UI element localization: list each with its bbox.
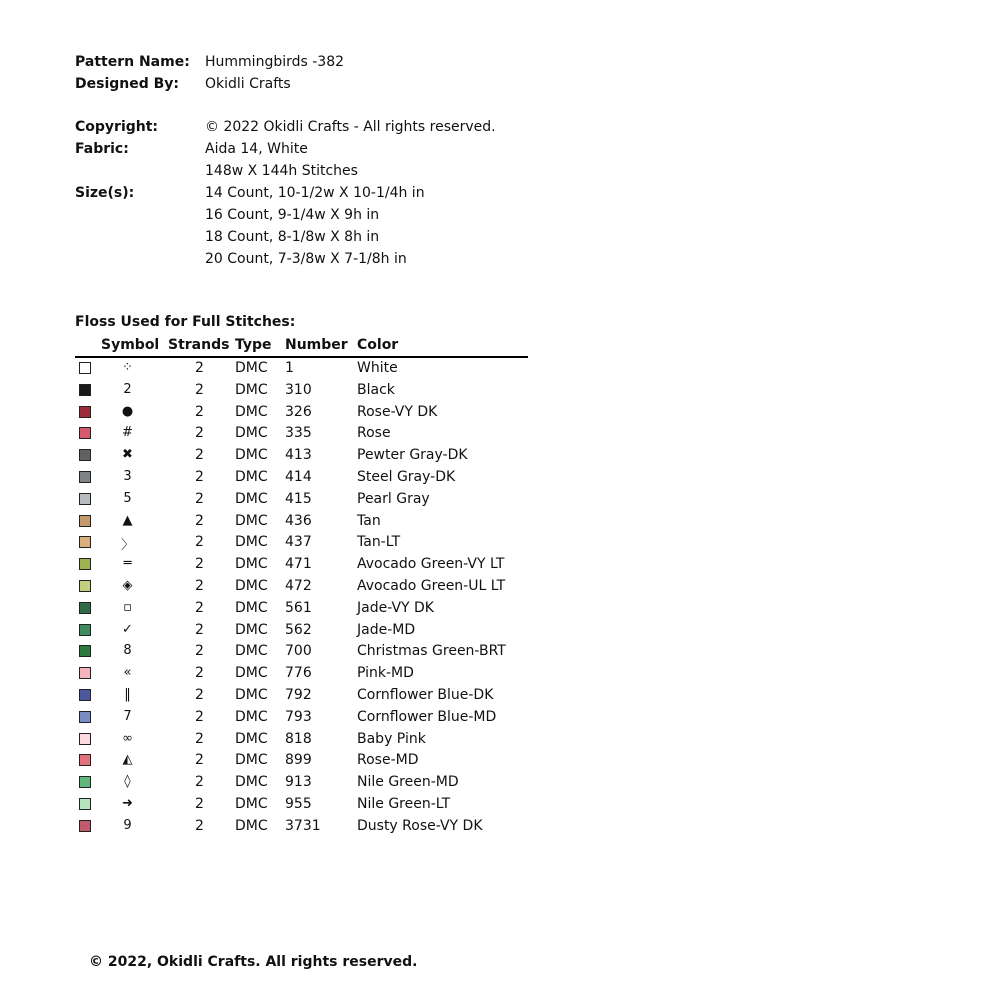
floss-type: DMC bbox=[235, 686, 268, 703]
color-swatch bbox=[79, 602, 91, 614]
header-color: Color bbox=[357, 337, 399, 353]
floss-color-name: Cornflower Blue-MD bbox=[357, 708, 497, 725]
floss-color-name: Christmas Green-BRT bbox=[357, 643, 506, 660]
floss-strands: 2 bbox=[195, 665, 204, 682]
designer-label: Designed By: bbox=[75, 76, 180, 92]
floss-symbol: 7 bbox=[123, 708, 132, 724]
color-swatch bbox=[79, 645, 91, 657]
floss-number: 414 bbox=[285, 468, 312, 485]
color-swatch bbox=[79, 558, 91, 570]
floss-color-name: Nile Green-LT bbox=[357, 795, 451, 812]
floss-symbol: « bbox=[123, 665, 132, 681]
floss-number: 561 bbox=[285, 599, 312, 616]
floss-number: 437 bbox=[285, 534, 312, 551]
floss-color-name: Avocado Green-VY LT bbox=[357, 556, 505, 573]
floss-strands: 2 bbox=[195, 774, 204, 791]
floss-row bbox=[75, 641, 528, 663]
floss-symbol: 5 bbox=[123, 490, 132, 506]
fabric-label: Fabric: bbox=[75, 141, 129, 157]
floss-number: 899 bbox=[285, 752, 312, 769]
floss-color-name: Black bbox=[357, 381, 395, 398]
floss-symbol: ∞ bbox=[122, 730, 133, 746]
color-swatch bbox=[79, 536, 91, 548]
floss-number: 1 bbox=[285, 360, 294, 376]
floss-color-name: Avocado Green-UL LT bbox=[357, 577, 506, 594]
color-swatch bbox=[79, 580, 91, 592]
header-type: Type bbox=[235, 337, 272, 353]
floss-row bbox=[75, 511, 528, 533]
floss-number: 776 bbox=[285, 665, 312, 682]
floss-type: DMC bbox=[235, 708, 268, 725]
floss-strands: 2 bbox=[195, 730, 204, 747]
floss-symbol: ‖ bbox=[124, 686, 131, 702]
floss-number: 792 bbox=[285, 686, 312, 703]
color-swatch bbox=[79, 406, 91, 418]
floss-number: 415 bbox=[285, 490, 312, 507]
color-swatch bbox=[79, 689, 91, 701]
floss-color-name: Tan-LT bbox=[357, 534, 401, 551]
floss-color-name: Dusty Rose-VY DK bbox=[357, 817, 483, 834]
floss-row bbox=[75, 707, 528, 729]
size-line: 20 Count, 7-3/8w X 7-1/8h in bbox=[205, 251, 407, 267]
floss-color-name: White bbox=[357, 360, 398, 376]
color-swatch bbox=[79, 471, 91, 483]
color-swatch bbox=[79, 515, 91, 527]
floss-strands: 2 bbox=[195, 490, 204, 507]
floss-number: 472 bbox=[285, 577, 312, 594]
floss-color-name: Rose bbox=[357, 425, 391, 442]
pattern-name-label: Pattern Name: bbox=[75, 54, 190, 70]
header-strands: Strands bbox=[168, 337, 230, 353]
floss-row bbox=[75, 358, 528, 380]
floss-row bbox=[75, 598, 528, 620]
floss-type: DMC bbox=[235, 774, 268, 791]
floss-row bbox=[75, 729, 528, 751]
floss-type: DMC bbox=[235, 817, 268, 834]
color-swatch bbox=[79, 776, 91, 788]
floss-row bbox=[75, 663, 528, 685]
floss-row bbox=[75, 532, 528, 554]
floss-type: DMC bbox=[235, 643, 268, 660]
floss-type: DMC bbox=[235, 795, 268, 812]
color-swatch bbox=[79, 493, 91, 505]
floss-strands: 2 bbox=[195, 403, 204, 420]
floss-row bbox=[75, 576, 528, 598]
floss-type: DMC bbox=[235, 665, 268, 682]
floss-row bbox=[75, 554, 528, 576]
floss-row bbox=[75, 489, 528, 511]
floss-number: 310 bbox=[285, 381, 312, 398]
floss-strands: 2 bbox=[195, 556, 204, 573]
floss-symbol: ◈ bbox=[122, 577, 133, 593]
floss-symbol: ✖ bbox=[122, 447, 133, 463]
floss-strands: 2 bbox=[195, 512, 204, 529]
floss-table bbox=[75, 358, 528, 838]
floss-strands: 2 bbox=[195, 752, 204, 769]
floss-color-name: Rose-MD bbox=[357, 752, 419, 769]
floss-type: DMC bbox=[235, 556, 268, 573]
floss-number: 955 bbox=[285, 795, 312, 812]
floss-row bbox=[75, 685, 528, 707]
floss-row bbox=[75, 380, 528, 402]
floss-number: 413 bbox=[285, 447, 312, 464]
floss-symbol: ◊ bbox=[124, 774, 131, 790]
floss-number: 562 bbox=[285, 621, 312, 638]
color-swatch bbox=[79, 754, 91, 766]
floss-symbol: ◭ bbox=[122, 752, 133, 768]
floss-number: 335 bbox=[285, 425, 312, 442]
floss-type: DMC bbox=[235, 381, 268, 398]
floss-color-name: Pearl Gray bbox=[357, 490, 430, 507]
floss-strands: 2 bbox=[195, 447, 204, 464]
floss-strands: 2 bbox=[195, 360, 204, 376]
floss-number: 3731 bbox=[285, 817, 321, 834]
floss-row bbox=[75, 750, 528, 772]
floss-strands: 2 bbox=[195, 795, 204, 812]
size-line: 16 Count, 9-1/4w X 9h in bbox=[205, 207, 380, 223]
floss-title: Floss Used for Full Stitches: bbox=[75, 314, 296, 330]
floss-type: DMC bbox=[235, 468, 268, 485]
floss-symbol: ➜ bbox=[122, 795, 133, 811]
floss-color-name: Pink-MD bbox=[357, 665, 414, 682]
floss-number: 818 bbox=[285, 730, 312, 747]
fabric-value: Aida 14, White bbox=[205, 141, 308, 157]
floss-strands: 2 bbox=[195, 817, 204, 834]
floss-color-name: Steel Gray-DK bbox=[357, 468, 456, 485]
floss-number: 700 bbox=[285, 643, 312, 660]
floss-row bbox=[75, 816, 528, 838]
floss-row bbox=[75, 467, 528, 489]
stitches-value: 148w X 144h Stitches bbox=[205, 163, 358, 179]
header-symbol: Symbol bbox=[101, 337, 160, 353]
floss-type: DMC bbox=[235, 752, 268, 769]
floss-strands: 2 bbox=[195, 643, 204, 660]
floss-row bbox=[75, 445, 528, 467]
floss-table-header bbox=[75, 336, 528, 358]
floss-type: DMC bbox=[235, 512, 268, 529]
floss-symbol: ▲ bbox=[122, 512, 133, 528]
floss-color-name: Pewter Gray-DK bbox=[357, 447, 468, 464]
floss-symbol: # bbox=[122, 425, 133, 441]
size-line: 18 Count, 8-1/8w X 8h in bbox=[205, 229, 380, 245]
floss-number: 436 bbox=[285, 512, 312, 529]
floss-row bbox=[75, 423, 528, 445]
floss-symbol: ✓ bbox=[122, 621, 133, 637]
floss-strands: 2 bbox=[195, 686, 204, 703]
floss-type: DMC bbox=[235, 360, 268, 376]
color-swatch bbox=[79, 820, 91, 832]
floss-color-name: Jade-MD bbox=[357, 621, 416, 638]
color-swatch bbox=[79, 624, 91, 636]
floss-symbol: 2 bbox=[123, 381, 132, 397]
color-swatch bbox=[79, 733, 91, 745]
floss-color-name: Rose-VY DK bbox=[357, 403, 438, 420]
floss-strands: 2 bbox=[195, 534, 204, 551]
floss-type: DMC bbox=[235, 577, 268, 594]
floss-type: DMC bbox=[235, 621, 268, 638]
floss-strands: 2 bbox=[195, 381, 204, 398]
floss-symbol: ⁘ bbox=[122, 360, 133, 375]
floss-symbol: 9 bbox=[123, 817, 132, 833]
floss-symbol: 8 bbox=[123, 643, 132, 659]
floss-type: DMC bbox=[235, 403, 268, 420]
copyright-label: Copyright: bbox=[75, 119, 159, 135]
floss-strands: 2 bbox=[195, 425, 204, 442]
floss-color-name: Tan bbox=[357, 512, 381, 529]
floss-number: 913 bbox=[285, 774, 312, 791]
floss-type: DMC bbox=[235, 599, 268, 616]
floss-type: DMC bbox=[235, 730, 268, 747]
floss-symbol: 3 bbox=[123, 468, 132, 484]
floss-strands: 2 bbox=[195, 708, 204, 725]
copyright-value: © 2022 Okidli Crafts - All rights reserved. bbox=[205, 119, 496, 135]
floss-strands: 2 bbox=[195, 468, 204, 485]
pattern-name-value: Hummingbirds -382 bbox=[205, 54, 345, 70]
floss-type: DMC bbox=[235, 534, 268, 551]
footer-copyright: © 2022, Okidli Crafts. All rights reserved. bbox=[89, 954, 418, 970]
color-swatch bbox=[79, 427, 91, 439]
floss-row bbox=[75, 620, 528, 642]
header-number: Number bbox=[285, 337, 348, 353]
designer-value: Okidli Crafts bbox=[205, 76, 291, 92]
size-line: 14 Count, 10-1/2w X 10-1/4h in bbox=[205, 185, 425, 201]
floss-strands: 2 bbox=[195, 577, 204, 594]
floss-row bbox=[75, 402, 528, 424]
floss-symbol: ● bbox=[121, 403, 134, 419]
color-swatch bbox=[79, 798, 91, 810]
color-swatch bbox=[79, 384, 91, 396]
floss-strands: 2 bbox=[195, 599, 204, 616]
floss-color-name: Baby Pink bbox=[357, 730, 426, 747]
floss-row bbox=[75, 772, 528, 794]
sizes-label: Size(s): bbox=[75, 185, 135, 201]
floss-number: 793 bbox=[285, 708, 312, 725]
floss-row bbox=[75, 794, 528, 816]
color-swatch bbox=[79, 667, 91, 679]
floss-symbol: ═ bbox=[123, 556, 132, 572]
floss-type: DMC bbox=[235, 447, 268, 464]
floss-symbol: ▫ bbox=[123, 599, 132, 615]
floss-number: 326 bbox=[285, 403, 312, 420]
floss-strands: 2 bbox=[195, 621, 204, 638]
floss-number: 471 bbox=[285, 556, 312, 573]
color-swatch bbox=[79, 449, 91, 461]
floss-type: DMC bbox=[235, 425, 268, 442]
floss-type: DMC bbox=[235, 490, 268, 507]
floss-color-name: Jade-VY DK bbox=[357, 599, 434, 616]
color-swatch bbox=[79, 362, 91, 374]
floss-symbol: 〉 bbox=[120, 538, 134, 554]
floss-color-name: Cornflower Blue-DK bbox=[357, 686, 494, 703]
floss-color-name: Nile Green-MD bbox=[357, 774, 459, 791]
color-swatch bbox=[79, 711, 91, 723]
